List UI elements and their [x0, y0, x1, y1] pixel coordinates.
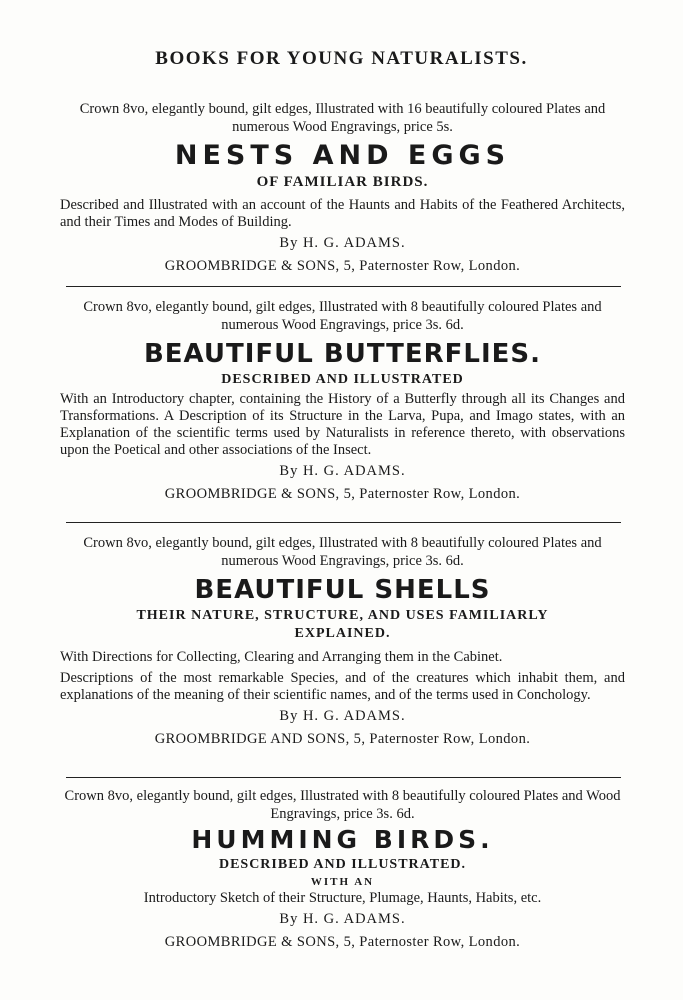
book-publisher: GROOMBRIDGE & SONS, 5, Paternoster Row, London.	[164, 258, 521, 274]
book-intro: Crown 8vo, elegantly bound, gilt edges, Illustrated with 8 beautifully coloured Plates and numerous Wood Engravings, price 3s. 6d.	[83, 299, 602, 333]
book-subtitle: OF FAMILIAR BIRDS.	[256, 174, 429, 190]
book-subtitle: DESCRIBED AND ILLUSTRATED	[221, 372, 464, 387]
divider-rule	[66, 286, 621, 287]
book-with-an: WITH AN	[310, 876, 375, 888]
book-author: By H. G. ADAMS.	[279, 708, 406, 724]
book-publisher: GROOMBRIDGE AND SONS, 5, Paternoster Row, London.	[154, 731, 531, 747]
book-subtitle: DESCRIBED AND ILLUSTRATED.	[218, 857, 467, 872]
page-header: BOOKS FOR YOUNG NATURALISTS.	[155, 48, 528, 69]
book-description: With Directions for Collecting, Clearing and Arranging them in the Cabinet.	[60, 649, 503, 665]
book-publisher: GROOMBRIDGE & SONS, 5, Paternoster Row, London.	[164, 486, 521, 502]
book-beautiful-shells	[60, 534, 625, 749]
book-humming-birds	[60, 787, 625, 952]
book-title: HUMMING BIRDS.	[191, 825, 494, 854]
book-intro: Crown 8vo, elegantly bound, gilt edges, Illustrated with 8 beautifully coloured Plates and Wood Engravings, price 3s. 6d.	[64, 788, 621, 822]
divider-rule	[66, 522, 621, 523]
book-author: By H. G. ADAMS.	[279, 463, 406, 479]
book-description: Described and Illustrated with an account of the Haunts and Habits of the Feathered Architects, and their Times and Modes of Building.	[60, 197, 625, 230]
book-author: By H. G. ADAMS.	[279, 911, 406, 927]
book-description-2: Descriptions of the most remarkable Species, and of the creatures which inhabit them, and explanations of the meaning of their scientific names, and of the terms used in Conchology.	[60, 670, 625, 703]
book-subtitle: THEIR NATURE, STRUCTURE, AND USES FAMILIARLY EXPLAINED.	[136, 608, 549, 641]
book-nests-and-eggs	[60, 100, 625, 276]
book-author: By H. G. ADAMS.	[279, 235, 406, 251]
book-title: BEAUTIFUL SHELLS	[194, 575, 491, 605]
book-title: BEAUTIFUL BUTTERFLIES.	[143, 339, 542, 369]
book-intro: Crown 8vo, elegantly bound, gilt edges, Illustrated with 8 beautifully coloured Plates and numerous Wood Engravings, price 3s. 6d.	[83, 535, 602, 569]
book-intro: Crown 8vo, elegantly bound, gilt edges, Illustrated with 16 beautifully coloured Plates and numerous Wood Engravings, price 5s.	[79, 101, 606, 135]
book-description: With an Introductory chapter, containing the History of a Butterfly through all its Changes and Transformations. A Description of its Structure in the Larva, Pupa, and Imago states, with an Explanation of the scientific terms used by Naturalists in reference thereto, with observations upon the Poetical and other associations of the Insect.	[60, 391, 625, 458]
book-publisher: GROOMBRIDGE & SONS, 5, Paternoster Row, London.	[164, 934, 521, 950]
book-description: Introductory Sketch of their Structure, Plumage, Haunts, Habits, etc.	[143, 890, 542, 906]
book-beautiful-butterflies	[60, 298, 625, 504]
book-title: NESTS AND EGGS	[174, 140, 511, 171]
divider-rule	[66, 777, 621, 778]
